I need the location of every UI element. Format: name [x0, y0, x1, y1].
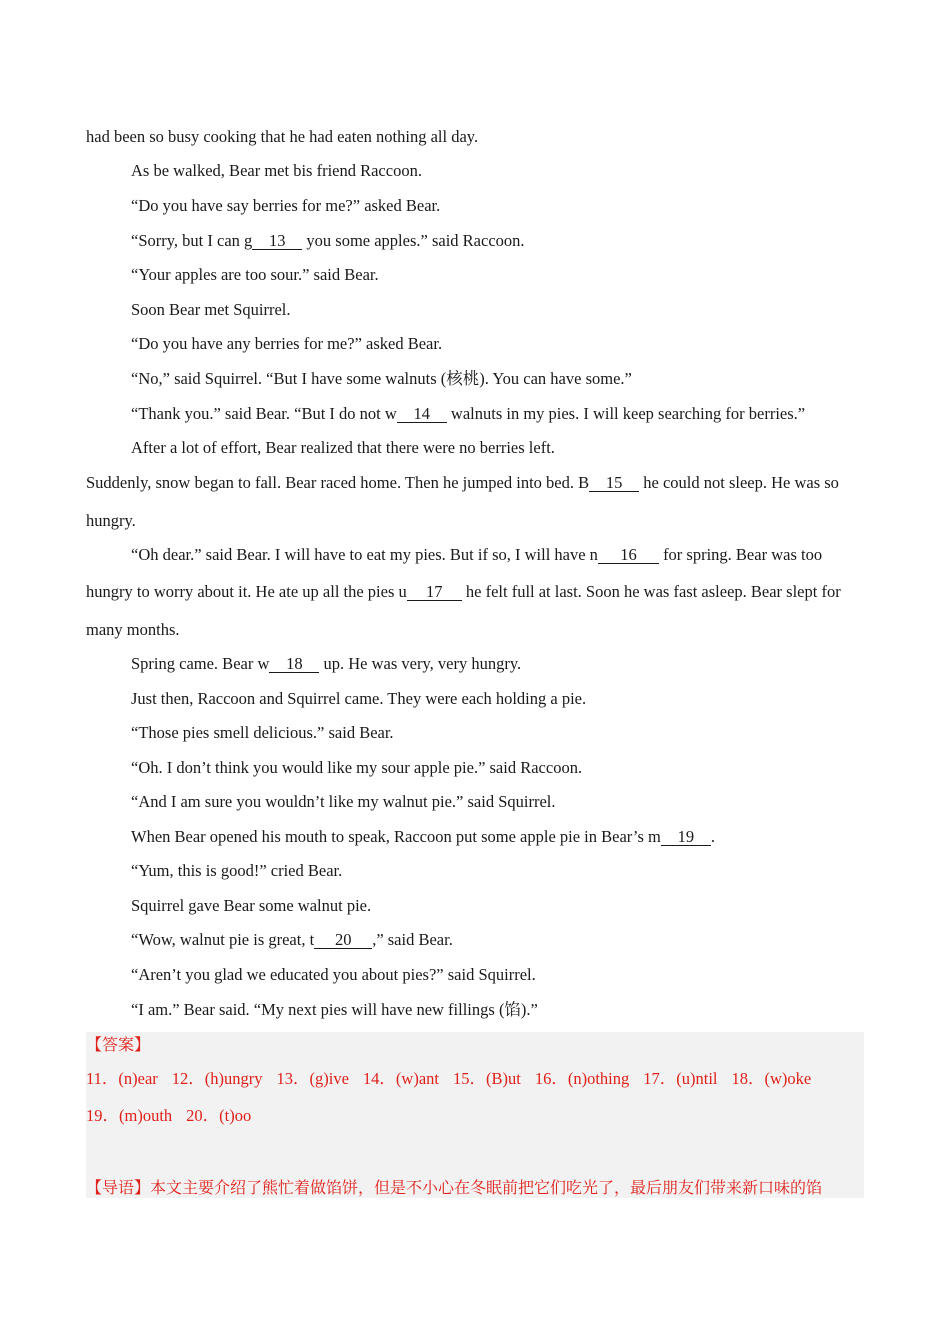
text-line — [131, 723, 394, 743]
blank-19: 19 — [661, 828, 711, 846]
text-line — [131, 1000, 538, 1020]
paragraph-text: many months. — [86, 620, 180, 639]
paragraph-text: hungry. — [86, 511, 136, 530]
paragraph-text: . — [710, 827, 715, 846]
paragraph-text: for spring. Bear was too — [658, 545, 823, 564]
paragraph-text: “Do you have any berries for me?” asked Bear. — [131, 334, 443, 353]
text-line — [131, 161, 422, 181]
blank-16: 16 — [598, 546, 659, 564]
text-line — [131, 404, 805, 424]
text-line — [86, 127, 478, 147]
paragraph-text: Soon Bear met Squirrel. — [131, 300, 291, 319]
answer-item: 12．(h)ungry — [171, 1069, 263, 1088]
answer-line-1 — [86, 1069, 825, 1089]
text-line — [131, 545, 822, 565]
text-line — [131, 369, 632, 389]
blank-15: 15 — [589, 474, 639, 492]
paragraph-text: “Aren’t you glad we educated you about pies?” said Squirrel. — [131, 965, 536, 984]
text-line — [131, 196, 440, 216]
answer-item: 13．(g)ive — [276, 1069, 349, 1088]
paragraph-text: “Sorry, but I can g — [131, 231, 253, 250]
blank-18: 18 — [269, 655, 319, 673]
paragraph-text: “Yum, this is good!” cried Bear. — [131, 861, 343, 880]
paragraph-text: “Those pies smell delicious.” said Bear. — [131, 723, 394, 742]
answer-item: 20．(t)oo — [186, 1106, 252, 1125]
guide-heading: 【导语】 — [86, 1178, 151, 1197]
text-line — [131, 438, 555, 458]
text-line — [131, 861, 342, 881]
paragraph-text: “Oh dear.” said Bear. I will have to eat my pies. But if so, I will have n — [131, 545, 598, 564]
paragraph-text: “Do you have say berries for me?” asked Bear. — [131, 196, 441, 215]
text-line — [131, 896, 371, 916]
text-line — [86, 511, 136, 531]
answer-line-2 — [86, 1106, 265, 1126]
answer-item: 14．(w)ant — [362, 1069, 439, 1088]
answer-item: 17．(u)ntil — [643, 1069, 718, 1088]
paragraph-text: “And I am sure you wouldn’t like my walnut pie.” said Squirrel. — [131, 792, 556, 811]
paragraph-text: “No,” said Squirrel. “But I have some walnuts (核桃). You can have some.” — [131, 369, 632, 388]
text-line — [86, 473, 839, 493]
guide-line — [86, 1178, 864, 1198]
blank-13: 13 — [252, 232, 302, 250]
answer-item: 18．(w)oke — [731, 1069, 812, 1088]
paragraph-text: you some apples.” said Raccoon. — [302, 231, 525, 250]
blank-14: 14 — [397, 405, 447, 423]
paragraph-text: “Wow, walnut pie is great, t — [131, 930, 315, 949]
paragraph-text: “Thank you.” said Bear. “But I do not w — [131, 404, 397, 423]
answer-item: 11．(n)ear — [86, 1069, 158, 1088]
text-line — [131, 827, 715, 847]
text-line — [131, 334, 442, 354]
paragraph-text: hungry to worry about it. He ate up all the pies u — [86, 582, 407, 601]
paragraph-text: “I am.” Bear said. “My next pies will have new fillings (馅).” — [131, 1000, 538, 1019]
answer-item: 15．(B)ut — [453, 1069, 521, 1088]
text-line — [131, 930, 453, 950]
text-line — [131, 231, 525, 251]
text-line — [86, 582, 841, 602]
paragraph-text: Suddenly, snow began to fall. Bear raced home. Then he jumped into bed. B — [86, 473, 590, 492]
blank-17: 17 — [407, 583, 462, 601]
paragraph-text: “Your apples are too sour.” said Bear. — [131, 265, 379, 284]
paragraph-text: After a lot of effort, Bear realized that there were no berries left. — [131, 438, 555, 457]
paragraph-text: had been so busy cooking that he had eaten nothing all day. — [86, 127, 479, 146]
paragraph-text: up. He was very, very hungry. — [319, 654, 522, 673]
text-line — [131, 300, 290, 320]
blank-20: 20 — [314, 931, 372, 949]
paragraph-text: he could not sleep. He was so — [639, 473, 839, 492]
answer-item: 19．(m)outh — [86, 1106, 173, 1125]
text-line — [131, 965, 536, 985]
paragraph-text: When Bear opened his mouth to speak, Raccoon put some apple pie in Bear’s m — [131, 827, 661, 846]
text-line — [131, 265, 379, 285]
text-line — [131, 654, 521, 674]
text-line — [131, 758, 582, 778]
answer-item: 16．(n)othing — [534, 1069, 630, 1088]
guide-text: 本文主要介绍了熊忙着做馅饼，但是不小心在冬眠前把它们吃光了，最后朋友们带来新口味的馅 — [150, 1178, 823, 1197]
paragraph-text: As be walked, Bear met bis friend Raccoon. — [131, 161, 422, 180]
paragraph-text: “Oh. I don’t think you would like my sour apple pie.” said Raccoon. — [131, 758, 583, 777]
paragraph-text: Just then, Raccoon and Squirrel came. They were each holding a pie. — [131, 689, 587, 708]
paragraph-text: he felt full at last. Soon he was fast asleep. Bear slept for — [461, 582, 841, 601]
answer-heading: 【答案】 — [86, 1035, 151, 1054]
paragraph-text: ,” said Bear. — [372, 930, 453, 949]
paragraph-text: Squirrel gave Bear some walnut pie. — [131, 896, 372, 915]
text-line — [131, 792, 556, 812]
paragraph-text: Spring came. Bear w — [131, 654, 270, 673]
text-line — [131, 689, 586, 709]
paragraph-text: walnuts in my pies. I will keep searching for berries.” — [446, 404, 806, 423]
text-line — [86, 620, 180, 640]
